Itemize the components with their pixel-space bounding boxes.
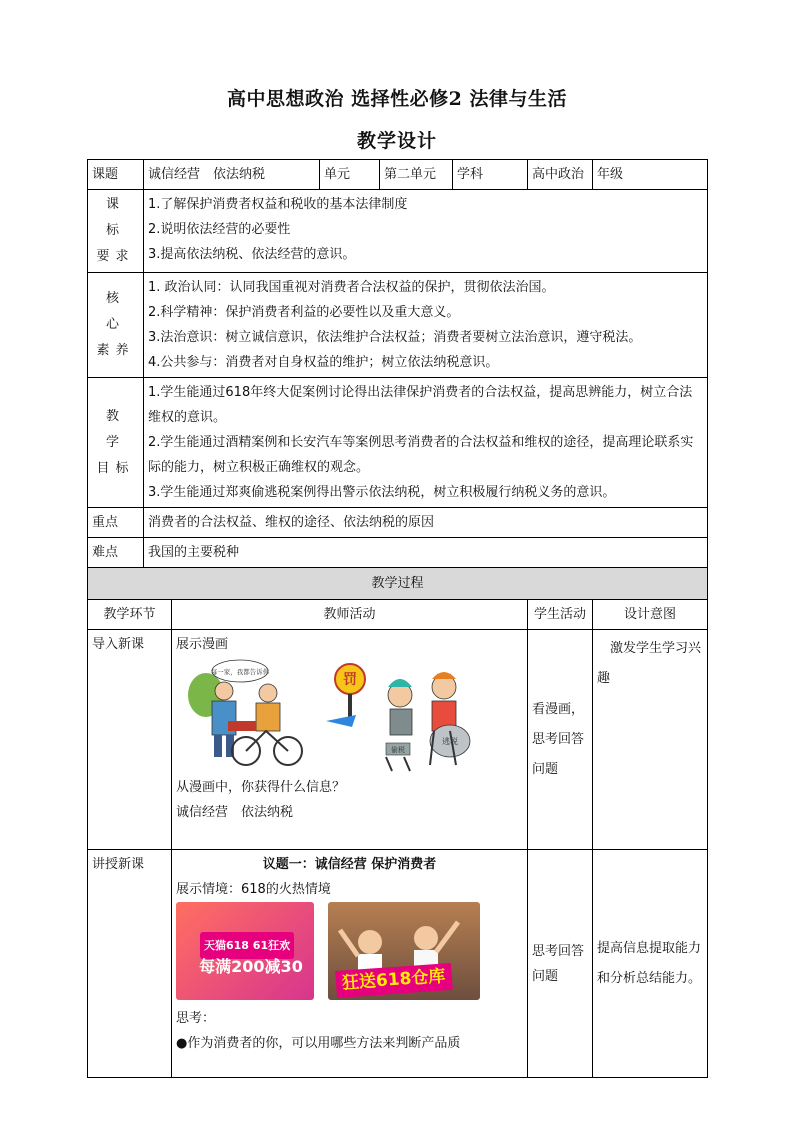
literacy-label: 核 心 素养 (88, 273, 144, 378)
process-header-row (88, 600, 708, 630)
new-intent: 提高信息提取能力和分析总结能力。 (593, 850, 708, 1078)
intro-answer: 诚信经营 依法纳税 (176, 805, 294, 820)
new-question: ●作为消费者的你，可以用哪些方法来判断产品质 (176, 1036, 461, 1051)
comic-images (176, 657, 523, 775)
new-stage: 讲授新课 (88, 850, 172, 1078)
promo-live-image (328, 902, 480, 1000)
process-title-row (88, 568, 708, 600)
standards-row (88, 190, 708, 273)
goals-label: 教 学 目标 (88, 378, 144, 508)
subject-value (528, 160, 593, 190)
comic-tax-image (326, 657, 476, 773)
topic-label: 课题 (88, 160, 144, 190)
standards-content (144, 190, 708, 273)
header-teacher: 教师活动 (172, 600, 528, 630)
literacy-row (88, 273, 708, 378)
intro-student: 看漫画，思考回答问题 (528, 630, 593, 850)
comic2-sign: 罚 (343, 672, 357, 688)
process-title: 教学过程 (88, 568, 708, 600)
goals-item: 2.学生能通过酒精案例和长安汽车等案例思考消费者的合法权益和维权的途径，提高理论联系实际的能力，树立积极正确维权的观念。 (148, 435, 694, 475)
literacy-content (144, 273, 708, 378)
standards-item: 3.提高依法纳税、依法经营的意识。 (148, 247, 356, 262)
goals-content (144, 378, 708, 508)
key-points-value: 消费者的合法权益、维权的途径、依法纳税的原因 (144, 508, 708, 538)
comic1-caption: 每一家，我都告诉你 (210, 668, 270, 676)
comic-vendor-image (176, 657, 312, 773)
topic-value: 诚信经营 依法纳税 (144, 160, 320, 190)
intro-show: 展示漫画 (176, 637, 229, 652)
document-title: 高中思想政治 选择性必修2 法律与生活 (227, 88, 567, 110)
new-think: 思考： (176, 1011, 216, 1026)
key-points-label: 重点 (88, 508, 144, 538)
grade-label: 年级 (597, 167, 624, 182)
lesson-plan-table (87, 159, 708, 1078)
header-stage: 教学环节 (88, 600, 172, 630)
promo2-main: 狂送618仓库 (335, 963, 452, 998)
literacy-item: 3.法治意识：树立诚信意识，依法维护合法权益；消费者要树立法治意识，遵守税法。 (148, 330, 642, 345)
header-student: 学生活动 (528, 600, 593, 630)
difficulty-row (88, 538, 708, 568)
promo-images (176, 902, 523, 1006)
comic2-note: 偷税 (391, 746, 405, 754)
difficulty-label: 难点 (88, 538, 144, 568)
standards-item: 2.说明依法经营的必要性 (148, 222, 291, 237)
intro-intent: 激发学生学习兴趣 (593, 630, 708, 850)
document-subtitle: 教学设计 (356, 130, 437, 152)
header-intent: 设计意图 (593, 600, 708, 630)
promo-sale-image (176, 902, 314, 1000)
standards-label: 课 标 要求 (88, 190, 144, 273)
key-points-row (88, 508, 708, 538)
literacy-item: 1. 政治认同：认同我国重视对消费者合法权益的保护，贯彻依法治国。 (148, 280, 555, 295)
literacy-item: 4.公共参与：消费者对自身权益的维护；树立依法纳税意识。 (148, 355, 499, 370)
intro-question: 从漫画中，你获得什么信息？ (176, 780, 346, 795)
subject-value-text: 高中政治 (532, 167, 585, 182)
goals-item: 1.学生能通过618年终大促案例讨论得出法律保护消费者的合法权益，提高思辨能力，树立合法维权的意识。 (148, 385, 693, 425)
goals-row (88, 378, 708, 508)
info-row (88, 160, 708, 190)
comic2-bag: 逃税 (442, 737, 458, 746)
unit-label: 单元 (320, 160, 380, 190)
goals-item: 3.学生能通过郑爽偷逃税案例得出警示依法纳税，树立积极履行纳税义务的意识。 (148, 485, 616, 500)
standards-item: 1.了解保护消费者权益和税收的基本法律制度 (148, 197, 408, 212)
new-topic-title: 议题一：诚信经营 保护消费者 (262, 857, 437, 872)
new-scenario: 展示情境：618的火热情境 (176, 882, 331, 897)
intro-teacher (172, 630, 528, 850)
difficulty-value: 我国的主要税种 (144, 538, 708, 568)
grade-cell (593, 160, 708, 190)
literacy-item: 2.科学精神：保护消费者利益的必要性以及重大意义。 (148, 305, 460, 320)
unit-value: 第二单元 (380, 160, 453, 190)
promo1-main: 每满200减30 (199, 957, 303, 976)
new-student: 思考回答问题 (528, 850, 593, 1078)
new-teacher (172, 850, 528, 1078)
promo1-badge: 天猫618 61狂欢 (200, 932, 294, 959)
intro-stage: 导入新课 (88, 630, 172, 850)
subject-label: 学科 (453, 160, 528, 190)
new-row (88, 850, 708, 1078)
intro-row (88, 630, 708, 850)
